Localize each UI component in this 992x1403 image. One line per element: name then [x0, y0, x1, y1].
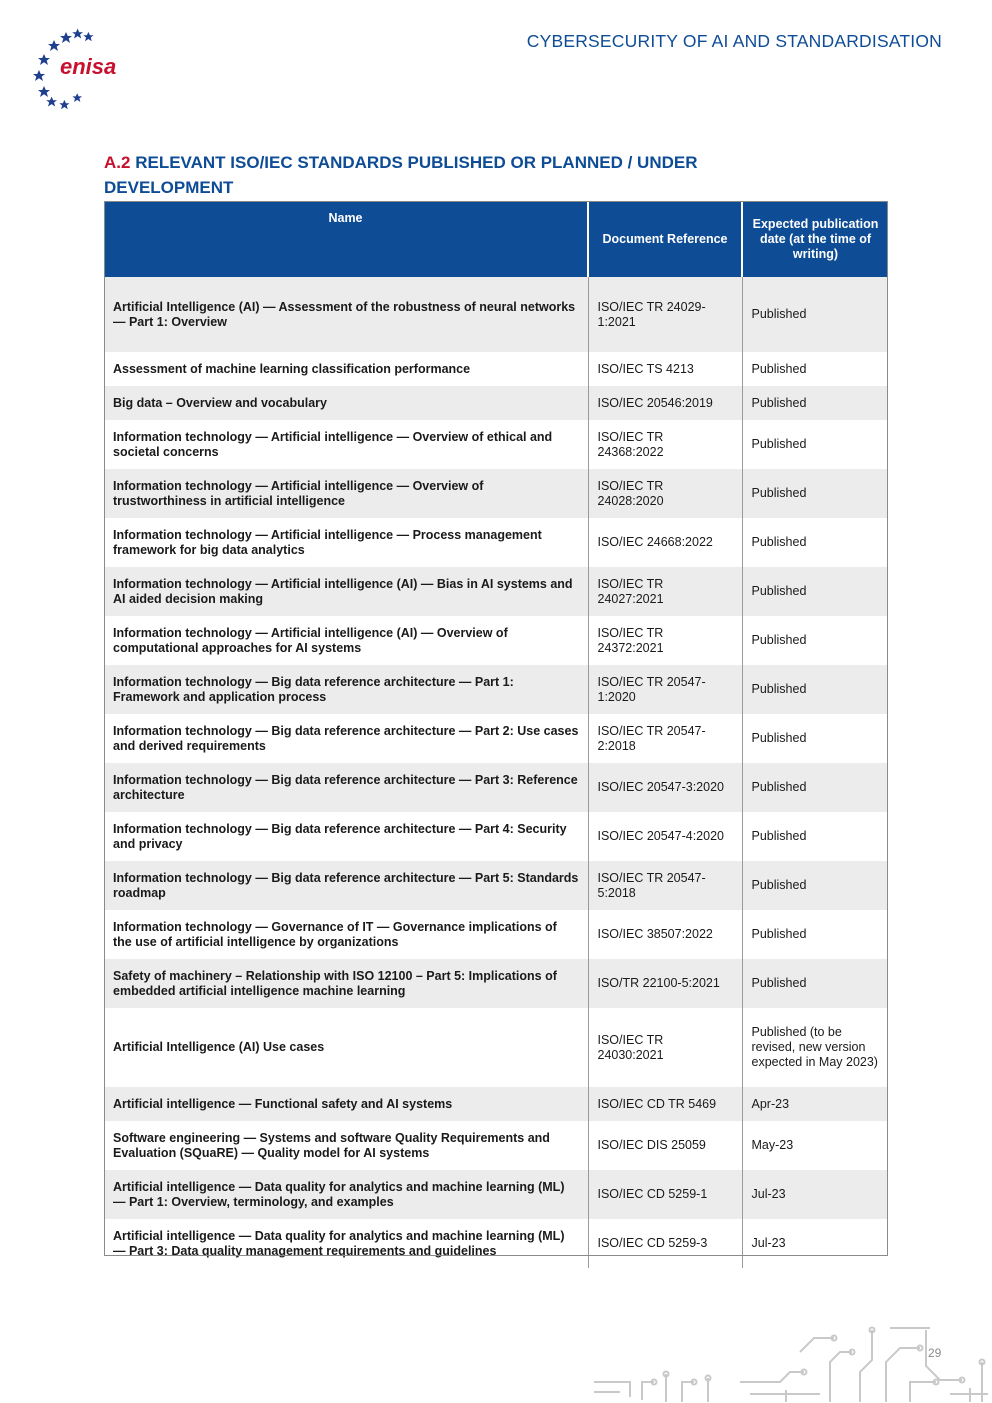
publication-date-cell: Published: [742, 714, 888, 763]
document-reference-cell: ISO/IEC TR 20547-1:2020: [588, 665, 742, 714]
table-row: [104, 469, 888, 518]
publication-date-cell: Published: [742, 910, 888, 959]
standard-name-cell: Software engineering — Systems and software Quality Requirements and Evaluation (SQuaRE) — Quality model for AI systems: [104, 1121, 588, 1170]
document-reference-cell: ISO/IEC TS 4213: [588, 352, 742, 386]
circuit-pattern-icon: [590, 1322, 992, 1403]
standards-table: [104, 201, 888, 1268]
table-row: [104, 714, 888, 763]
section-number: A.2: [104, 153, 131, 172]
section-title-text: RELEVANT ISO/IEC STANDARDS PUBLISHED OR PLANNED / UNDER DEVELOPMENT: [104, 153, 698, 197]
table-row: [104, 1170, 888, 1219]
standard-name-cell: Information technology — Big data reference architecture — Part 3: Reference architecture: [104, 763, 588, 812]
standard-name-cell: Artificial intelligence — Data quality for analytics and machine learning (ML) — Part 3: Data quality management requirements and guidelines: [104, 1219, 588, 1268]
document-reference-cell: ISO/IEC CD 5259-1: [588, 1170, 742, 1219]
table-row: [104, 910, 888, 959]
standard-name-cell: Information technology — Artificial intelligence — Overview of trustworthiness in artificial intelligence: [104, 469, 588, 518]
column-header-name: Name: [104, 201, 588, 277]
page-number: 29: [928, 1346, 942, 1360]
document-reference-cell: ISO/IEC 20547-4:2020: [588, 812, 742, 861]
section-heading: [104, 150, 744, 200]
document-reference-cell: ISO/IEC 24668:2022: [588, 518, 742, 567]
document-reference-cell: ISO/IEC TR 24030:2021: [588, 1008, 742, 1087]
column-header-date: Expected publication date (at the time of writing): [742, 201, 888, 277]
publication-date-cell: Published: [742, 386, 888, 420]
standard-name-cell: Artificial intelligence — Functional safety and AI systems: [104, 1087, 588, 1121]
table-header-row: [104, 201, 888, 277]
table-row: [104, 420, 888, 469]
standard-name-cell: Information technology — Artificial intelligence (AI) — Overview of computational approaches for AI systems: [104, 616, 588, 665]
standard-name-cell: Information technology — Artificial intelligence (AI) — Bias in AI systems and AI aided decision making: [104, 567, 588, 616]
table-row: [104, 665, 888, 714]
standard-name-cell: Safety of machinery – Relationship with ISO 12100 – Part 5: Implications of embedded artificial intelligence machine learning: [104, 959, 588, 1008]
publication-date-cell: Jul-23: [742, 1170, 888, 1219]
publication-date-cell: Jul-23: [742, 1219, 888, 1268]
document-reference-cell: ISO/IEC 38507:2022: [588, 910, 742, 959]
document-reference-cell: ISO/IEC CD 5259-3: [588, 1219, 742, 1268]
table-row: [104, 277, 888, 352]
document-reference-cell: ISO/IEC CD TR 5469: [588, 1087, 742, 1121]
publication-date-cell: Apr-23: [742, 1087, 888, 1121]
publication-date-cell: Published: [742, 763, 888, 812]
table-row: [104, 763, 888, 812]
document-reference-cell: ISO/IEC TR 24368:2022: [588, 420, 742, 469]
document-reference-cell: ISO/IEC TR 24027:2021: [588, 567, 742, 616]
table-row: [104, 352, 888, 386]
document-reference-cell: ISO/IEC DIS 25059: [588, 1121, 742, 1170]
standard-name-cell: Information technology — Artificial intelligence — Process management framework for big data analytics: [104, 518, 588, 567]
document-title: CYBERSECURITY OF AI AND STANDARDISATION: [526, 31, 942, 51]
table-row: [104, 1087, 888, 1121]
publication-date-cell: Published: [742, 277, 888, 352]
standard-name-cell: Information technology — Artificial intelligence — Overview of ethical and societal concerns: [104, 420, 588, 469]
standard-name-cell: Artificial intelligence — Data quality for analytics and machine learning (ML) — Part 1: Overview, terminology, and examples: [104, 1170, 588, 1219]
table-row: [104, 518, 888, 567]
document-reference-cell: ISO/TR 22100-5:2021: [588, 959, 742, 1008]
publication-date-cell: Published: [742, 959, 888, 1008]
publication-date-cell: Published: [742, 518, 888, 567]
publication-date-cell: Published: [742, 665, 888, 714]
standard-name-cell: Artificial Intelligence (AI) — Assessment of the robustness of neural networks — Part 1: Overview: [104, 277, 588, 352]
document-reference-cell: ISO/IEC TR 24028:2020: [588, 469, 742, 518]
publication-date-cell: Published: [742, 352, 888, 386]
document-reference-cell: ISO/IEC 20547-3:2020: [588, 763, 742, 812]
publication-date-cell: Published: [742, 861, 888, 910]
standard-name-cell: Information technology — Big data reference architecture — Part 2: Use cases and derived requirements: [104, 714, 588, 763]
table-row: [104, 1219, 888, 1268]
standard-name-cell: Information technology — Big data reference architecture — Part 1: Framework and application process: [104, 665, 588, 714]
table-row: [104, 567, 888, 616]
logo-wordmark: enisa: [60, 54, 117, 79]
document-reference-cell: ISO/IEC TR 20547-5:2018: [588, 861, 742, 910]
document-reference-cell: ISO/IEC TR 24029-1:2021: [588, 277, 742, 352]
table-row: [104, 812, 888, 861]
publication-date-cell: May-23: [742, 1121, 888, 1170]
standard-name-cell: Assessment of machine learning classification performance: [104, 352, 588, 386]
standard-name-cell: Information technology — Big data reference architecture — Part 5: Standards roadmap: [104, 861, 588, 910]
table-row: [104, 959, 888, 1008]
table-row: [104, 861, 888, 910]
publication-date-cell: Published: [742, 469, 888, 518]
document-reference-cell: ISO/IEC 20546:2019: [588, 386, 742, 420]
table-row: [104, 386, 888, 420]
document-reference-cell: ISO/IEC TR 20547-2:2018: [588, 714, 742, 763]
standard-name-cell: Artificial Intelligence (AI) Use cases: [104, 1008, 588, 1087]
standard-name-cell: Information technology — Governance of IT — Governance implications of the use of artificial intelligence by organizations: [104, 910, 588, 959]
standard-name-cell: Information technology — Big data reference architecture — Part 4: Security and privacy: [104, 812, 588, 861]
column-header-reference: Document Reference: [588, 201, 742, 277]
table-row: [104, 1121, 888, 1170]
publication-date-cell: Published: [742, 812, 888, 861]
standard-name-cell: Big data – Overview and vocabulary: [104, 386, 588, 420]
enisa-logo: [28, 26, 128, 116]
table-row: [104, 1008, 888, 1087]
document-reference-cell: ISO/IEC TR 24372:2021: [588, 616, 742, 665]
publication-date-cell: Published: [742, 616, 888, 665]
table-row: [104, 616, 888, 665]
publication-date-cell: Published: [742, 567, 888, 616]
publication-date-cell: Published: [742, 420, 888, 469]
publication-date-cell: Published (to be revised, new version expected in May 2023): [742, 1008, 888, 1087]
